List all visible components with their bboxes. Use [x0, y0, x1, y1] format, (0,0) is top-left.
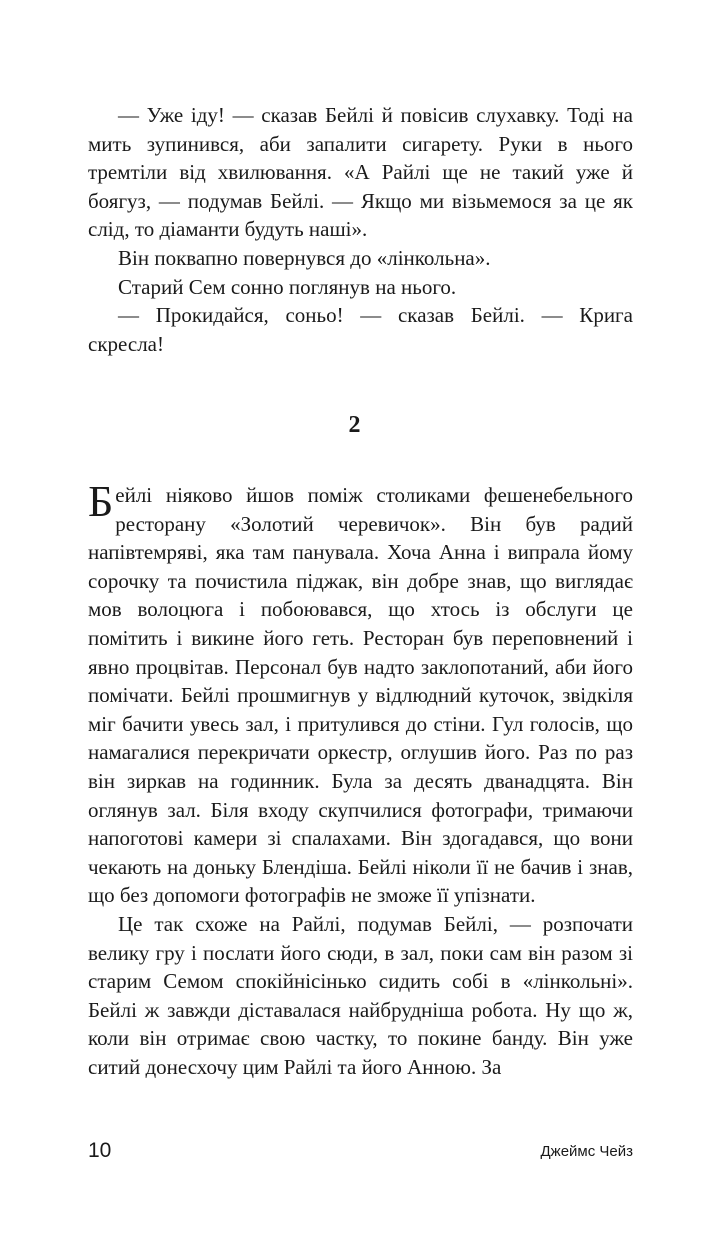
chapter-number: 2: [348, 412, 361, 438]
drop-cap: Б: [88, 477, 114, 526]
first-paragraph-text: ейлі ніяково йшов поміж столиками фешенебельного ресторану «Золотий черевичок». Він був радий напівтемряві, яка там панувала. Хоча Анна і випрала йому сорочку та почистила піджак, він добре знав, що виглядає мов волоцюга і побоювався, що хтось із обслуги це помітить і викине його геть. Ресторан був переповнений і явно процвітав. Персонал був надто заклопотаний, аби його помічати. Бейлі прошмигнув у відлюдний куточок, звідкіля міг бачити увесь зал, і притулився до стіни. Гул голосів, що намагалися перекричати оркестр, оглушив його. Раз по раз він зиркав на годинник. Була за десять дванадцята. Він оглянув зал. Біля входу скупчилися фотографи, тримаючи напоготові камери зі спалахами. Він здогадався, що вони чекають на доньку Блендіша. Бейлі ніколи її не бачив і знав, що без допомоги фотографів не зможе її упізнати.: [88, 483, 633, 908]
page-footer: [88, 1139, 633, 1169]
main-text-block: [88, 477, 633, 1081]
running-author: Джеймс Чейз: [540, 1143, 633, 1160]
paragraph: Він поквапно повернувся до «лінкольна».: [118, 245, 491, 270]
paragraph: Старий Сем сонно поглянув на нього.: [118, 274, 457, 299]
first-paragraph: [88, 477, 633, 910]
top-text-block: [88, 101, 633, 358]
paragraph: Це так схоже на Райлі, подумав Бейлі, — розпочати велику гру і послати його сюди, в зал, поки сам він разом зі старим Семом спокійнісінько сидить собі в «лінкольні». Бейлі ж завжди діставалася найбрудніша робота. Ну що ж, коли він отримає свою частку, то покине банду. Він уже ситий донесхочу цим Райлі та його Анною. За: [88, 911, 633, 1079]
paragraph: — Уже іду! — сказав Бейлі й повісив слухавку. Тоді на мить зупинився, аби запалити сигарету. Руки в нього тремтіли від хвилювання. «А Райлі ще не такий уже й боягуз, — подумав Бейлі. — Якщо ми візьмемося за це як слід, то діаманти будуть наші».: [88, 103, 633, 242]
paragraph: — Прокидайся, соньо! — сказав Бейлі. — Крига скресла!: [88, 303, 633, 356]
page-number: 10: [88, 1139, 112, 1162]
